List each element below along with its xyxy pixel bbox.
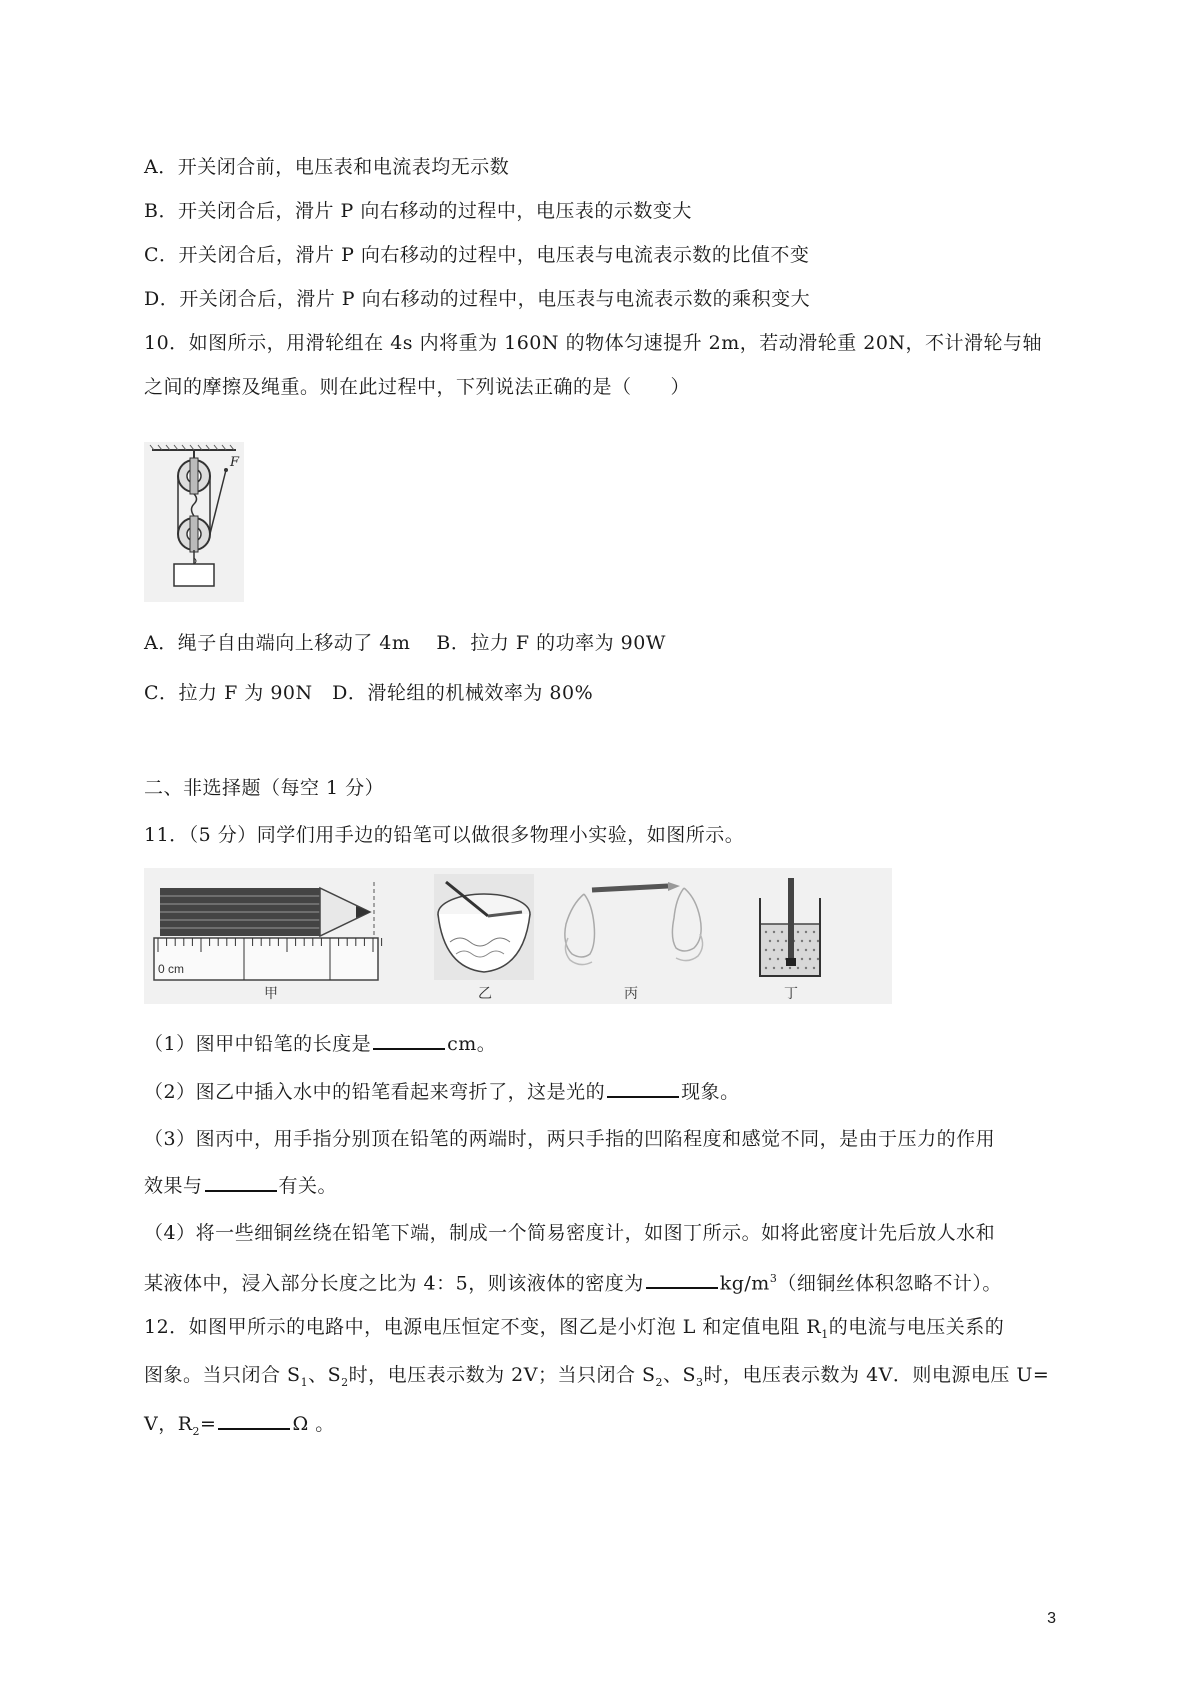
caption-yi: 乙 [478,986,492,1002]
liquid-dot [797,931,799,933]
q11-part4-text: 某液体中，浸入部分长度之比为 4：5，则该液体的密度为 [144,1272,644,1295]
liquid-dot [797,949,799,951]
liquid-dot [809,958,811,960]
q11-part4-line1: （4）将一些细铜丝绕在铅笔下端，制成一个简易密度计，如图丁所示。如将此密度计先后放人水和 [144,1222,996,1244]
liquid-dot [781,949,783,951]
fingers-panel [565,882,703,1002]
q9-option-a: A．开关闭合前，电压表和电流表均无示数 [144,156,510,178]
liquid-dot [805,949,807,951]
q11-part4-line2 [144,1266,1002,1296]
answer-blank-2[interactable] [607,1078,679,1098]
liquid-dot [773,949,775,951]
q11-part2 [144,1078,740,1105]
q12-s2-sub: 2 [341,1375,349,1389]
answer-blank-3[interactable] [205,1172,277,1192]
q12-line2-c: 时，电压表示数为 2V；当只闭合 S [348,1364,656,1386]
liquid-dot [773,931,775,933]
pencil-experiments-figure [144,868,892,1004]
q12-r1-sub: 1 [821,1327,829,1341]
q10-stem-line2: 之间的摩擦及绳重。则在此过程中，下列说法正确的是（ ） [144,376,691,398]
liquid-dot [773,967,775,969]
pulley-figure [144,442,244,602]
liquid-dot [785,940,787,942]
q12-line1-end: 的电流与电压关系的 [828,1316,1005,1338]
q11-part3-line2 [144,1172,337,1199]
liquid-dot [801,940,803,942]
q9-option-c: C．开关闭合后，滑片 P 向右移动的过程中，电压表与电流表示数的比值不变 [144,244,810,266]
q12-r2-sub: 2 [192,1424,201,1438]
q11-part4-end: （细铜丝体积忽略不计）。 [777,1272,1002,1295]
q12-line1 [144,1314,1004,1348]
liquid-dot [765,967,767,969]
liquid-dot [789,967,791,969]
q12-line3-a: V，R [144,1413,193,1435]
pencil-ruler-panel [154,882,382,1002]
liquid-dot [813,949,815,951]
q10-options-cd: C．拉力 F 为 90N D．滑轮组的机械效率为 80% [144,682,594,704]
liquid-dot [809,940,811,942]
liquid-dot [801,958,803,960]
section-title: 二、非选择题（每空 1 分） [144,777,385,799]
q11-part1 [144,1030,496,1057]
q12-line2 [144,1362,1049,1396]
q12-line3-c: Ω 。 [292,1413,335,1435]
bowl-panel [434,874,534,1002]
q12-line2-e: 时，电压表示数为 4V．则电源电压 U= [703,1364,1050,1386]
page-number: 3 [1047,1610,1056,1627]
liquid-dot [769,958,771,960]
liquid-dot [777,958,779,960]
q11-part2-end: 现象。 [681,1081,740,1103]
q12-line1-text: 12．如图甲所示的电路中，电源电压恒定不变，图乙是小灯泡 L 和定值电阻 R [144,1316,822,1338]
liquid-dot [777,940,779,942]
q12-line2-d: 、S [663,1364,697,1386]
q11-part4-exp: 3 [769,1272,778,1285]
liquid-dot [805,931,807,933]
answer-blank-4[interactable] [646,1269,718,1289]
q11-part1-unit: cm。 [447,1033,497,1055]
liquid-dot [781,967,783,969]
beaker-panel [760,878,820,1002]
liquid-dot [813,931,815,933]
q11-intro: 11．（5 分）同学们用手边的铅笔可以做很多物理小实验，如图所示。 [144,824,745,846]
q12-s1-sub: 1 [300,1375,309,1389]
q10-options-ab: A．绳子自由端向上移动了 4m B．拉力 F 的功率为 90W [144,632,666,654]
q11-part3-text: 效果与 [144,1175,203,1197]
liquid-dot [765,931,767,933]
q10-stem-line1: 10．如图所示，用滑轮组在 4s 内将重为 160N 的物体匀速提升 2m，若动滑轮重 20N，不计滑轮与轴 [144,332,1043,354]
q11-part2-text: （2）图乙中插入水中的铅笔看起来弯折了，这是光的 [144,1081,606,1103]
caption-bing: 丙 [624,986,638,1002]
caption-jia: 甲 [264,986,278,1002]
ruler-unit-label: 0 cm [158,962,185,976]
liquid-dot [797,967,799,969]
q9-option-d: D．开关闭合后，滑片 P 向右移动的过程中，电压表与电流表示数的乘积变大 [144,288,811,310]
liquid-dot [769,940,771,942]
q11-part4-unit: kg/m [719,1272,770,1295]
liquid-dot [813,967,815,969]
liquid-dot [781,931,783,933]
liquid-dot [817,940,819,942]
q12-line2-b: 、S [308,1364,342,1386]
liquid-dot [817,958,819,960]
pencil-diagrams [144,868,892,1004]
pulley-diagram [144,442,244,602]
force-label: F [230,455,240,470]
answer-blank-1[interactable] [373,1030,445,1050]
q12-s3-sub: 3 [696,1375,704,1389]
q11-part3-end: 有关。 [278,1175,338,1197]
q12-line3 [144,1410,335,1445]
caption-ding: 丁 [784,986,798,1002]
q12-line2-a: 图象。当只闭合 S [144,1364,301,1386]
q11-part3-line1: （3）图丙中，用手指分别顶在铅笔的两端时，两只手指的凹陷程度和感觉不同，是由于压力的作用 [144,1128,996,1150]
q12-s2b-sub: 2 [655,1375,663,1389]
liquid-dot [765,949,767,951]
q11-part1-text: （1）图甲中铅笔的长度是 [144,1033,372,1055]
q9-option-b: B．开关闭合后，滑片 P 向右移动的过程中，电压表的示数变大 [144,200,692,222]
q12-line3-b: = [200,1413,217,1435]
liquid-dot [805,967,807,969]
answer-blank-5[interactable] [218,1410,290,1430]
